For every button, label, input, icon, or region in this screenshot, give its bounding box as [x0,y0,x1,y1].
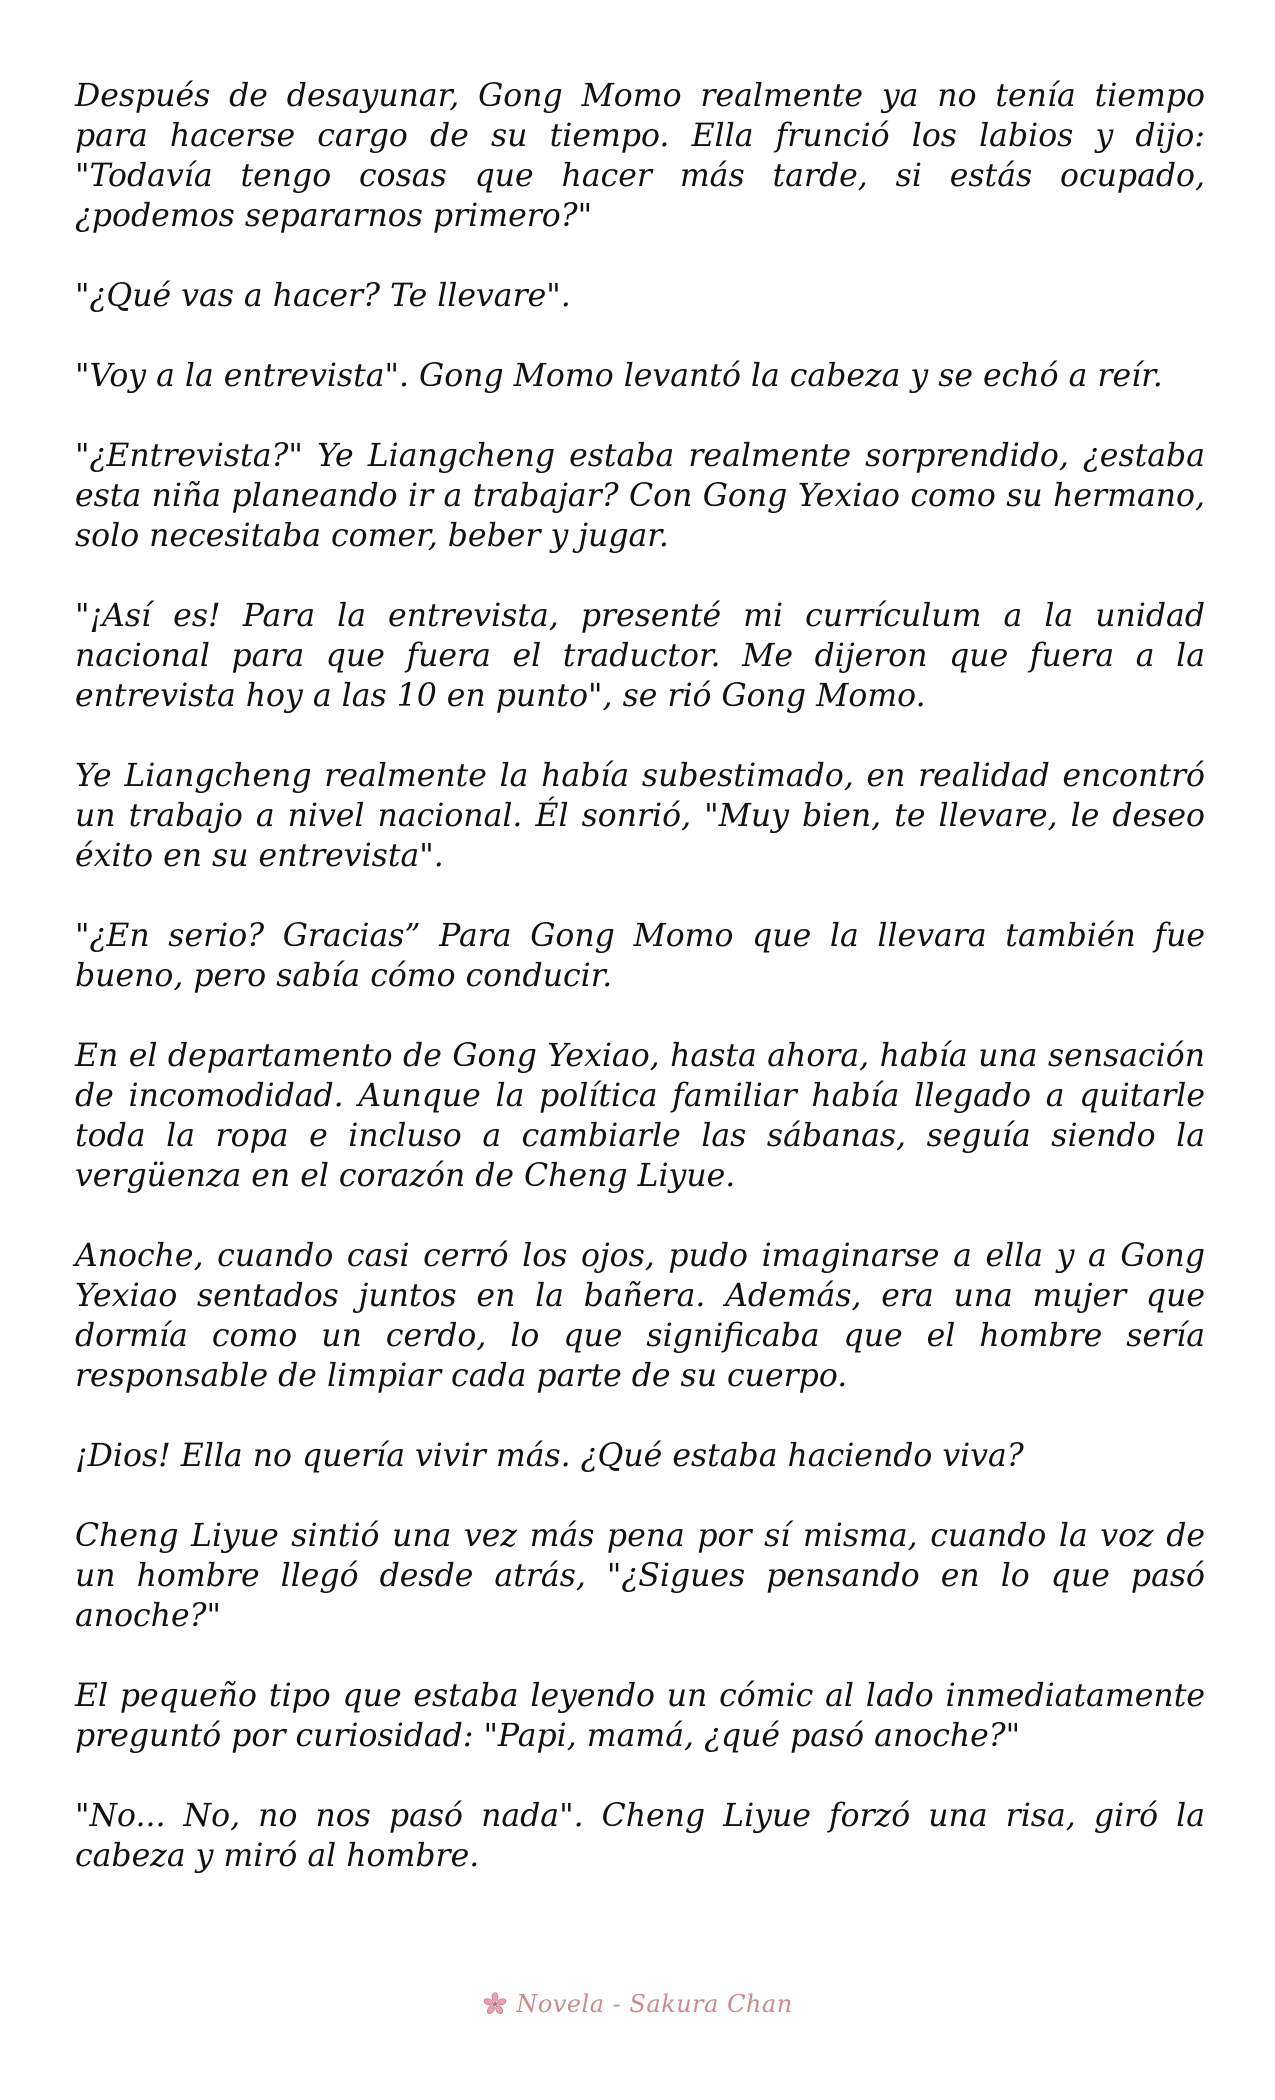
paragraph-9: Anoche, cuando casi cerró los ojos, pudo imaginarse a ella y a Gong Yexiao sentados juntos en la bañera. Además, era una mujer que dormía como un cerdo, lo que significaba que el hombre sería responsable de limpiar cada parte de su cuerpo. [75,1238,1205,1394]
watermark-logo [482,1990,792,2018]
paragraph-1: Después de desayunar, Gong Momo realmente ya no tenía tiempo para hacerse cargo de su tiempo. Ella frunció los labios y dijo: "Todavía tengo cosas que hacer más tarde, si estás ocupado, ¿podemos separarnos primero?" [75,78,1205,234]
paragraph-7: "¿En serio? Gracias” Para Gong Momo que la llevara también fue bueno, pero sabía cómo conducir. [75,918,1205,994]
sakura-flower-icon [482,1991,508,2017]
paragraph-2: "¿Qué vas a hacer? Te llevare". [75,278,571,314]
paragraph-8: En el departamento de Gong Yexiao, hasta ahora, había una sensación de incomodidad. Aunque la política familiar había llegado a quitarle toda la ropa e incluso a cambiarle las sábanas, seguía siendo la vergüenza en el corazón de Cheng Liyue. [75,1038,1205,1194]
watermark-footer [0,1990,1275,2021]
paragraph-4: "¿Entrevista?" Ye Liangcheng estaba realmente sorprendido, ¿estaba esta niña planeando ir a trabajar? Con Gong Yexiao como su hermano, solo necesitaba comer, beber y jugar. [75,438,1205,554]
paragraph-10: ¡Dios! Ella no quería vivir más. ¿Qué estaba haciendo viva? [75,1438,1024,1474]
paragraph-12: El pequeño tipo que estaba leyendo un cómic al lado inmediatamente preguntó por curiosidad: "Papi, mamá, ¿qué pasó anoche?" [75,1678,1205,1754]
watermark-text: Novela - Sakura Chan [516,1990,793,2018]
paragraph-3: "Voy a la entrevista". Gong Momo levantó la cabeza y se echó a reír. [75,358,1163,394]
paragraph-13: "No... No, no nos pasó nada". Cheng Liyue forzó una risa, giró la cabeza y miró al hombre. [75,1798,1205,1874]
paragraph-11: Cheng Liyue sintió una vez más pena por sí misma, cuando la voz de un hombre llegó desde atrás, "¿Sigues pensando en lo que pasó anoche?" [75,1518,1205,1634]
paragraph-5: "¡Así es! Para la entrevista, presenté mi currículum a la unidad nacional para que fuera el traductor. Me dijeron que fuera a la entrevista hoy a las 10 en punto", se rió Gong Momo. [75,598,1205,714]
document-body [75,76,1205,1876]
paragraph-6: Ye Liangcheng realmente la había subestimado, en realidad encontró un trabajo a nivel nacional. Él sonrió, "Muy bien, te llevare, le deseo éxito en su entrevista". [75,758,1205,874]
